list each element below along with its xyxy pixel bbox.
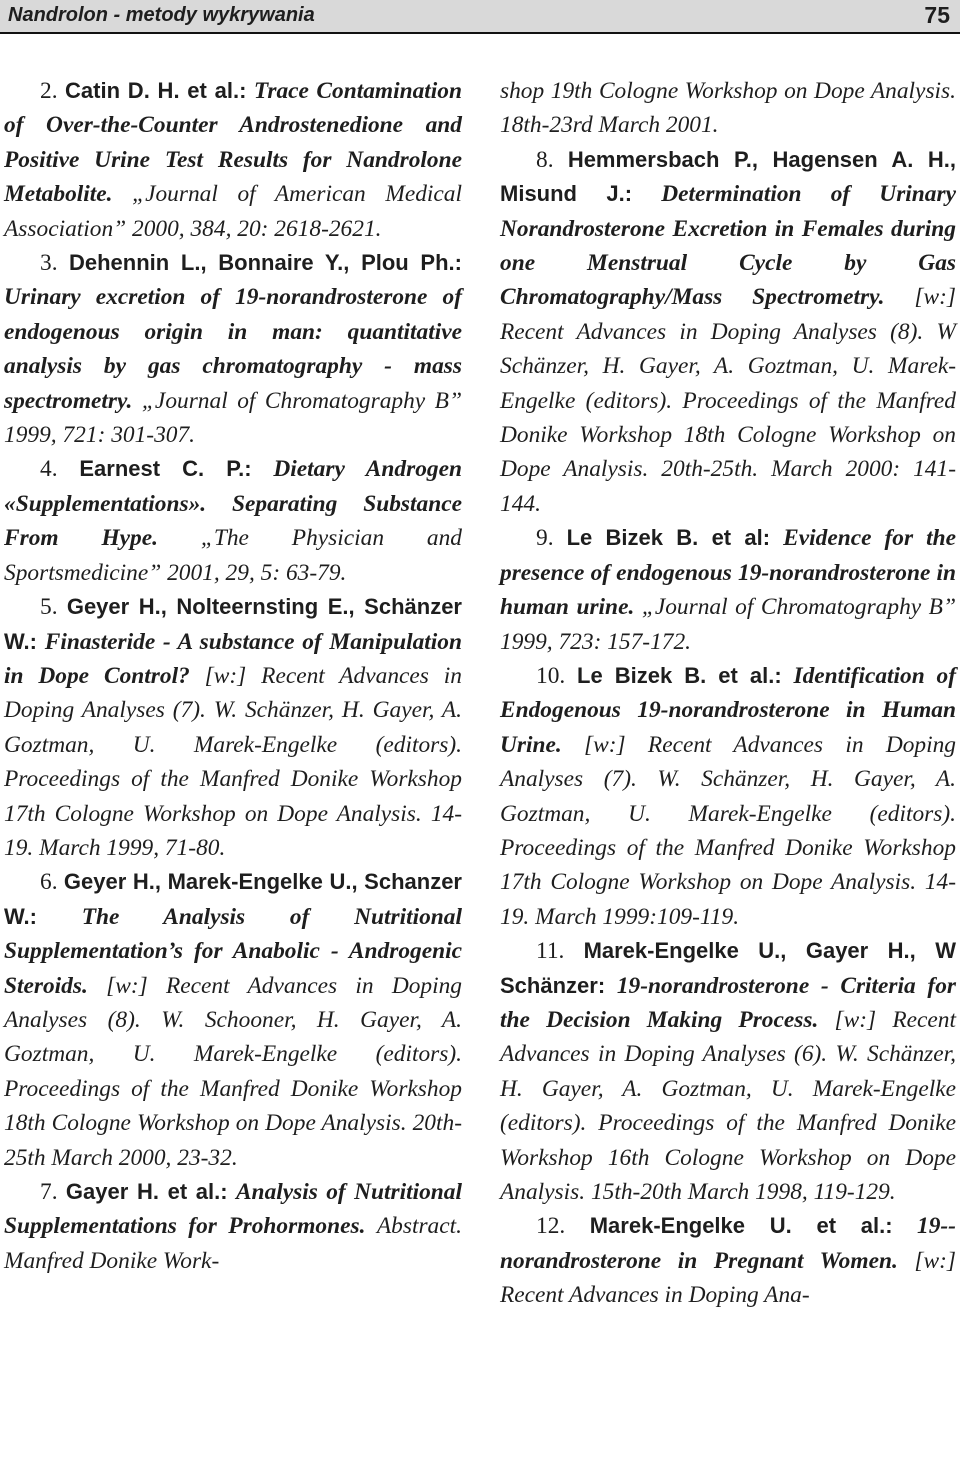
reference-title: The Analysis of Nutritional Supplementation’s for Anabolic - Androgenic Steroids.	[4, 903, 462, 999]
reference-authors: Marek-Engelke U., Gayer H., W Schänzer:	[500, 938, 956, 998]
reference-source: [w:] Recent Advances in Doping Analyses (7). W. Schänzer, H. Gayer, A. Goztman, U. Marek-Engelke (editors). Proceedings of the Manfred Donike Workshop 17th Cologne Workshop on Dope Analysis. 14-19. March 1999, 71-80.	[4, 662, 462, 861]
reference-item	[4, 590, 462, 865]
reference-source: [w:] Recent Advances in Doping Analyses (6). W. Schänzer, H. Gayer, A. Goztman, U. Marek-Engelke (editors). Proceedings of the Manfred Donike Workshop 16th Cologne Workshop on Dope Analysis. 15th-20th March 1998, 119-129.	[500, 1006, 956, 1205]
page-number: 75	[924, 2, 950, 28]
reference-title: Analysis of Nutritional Supplementations for Prohormones.	[4, 1179, 462, 1240]
right-column	[500, 74, 956, 1313]
reference-title: Evidence for the presence of endogenous 19-norandrosterone in human urine.	[500, 525, 956, 621]
reference-number: 5.	[40, 594, 58, 621]
reference-item	[500, 143, 956, 521]
reference-title: Urinary excretion of 19-norandrosterone of endogenous origin in man: quantitative analysis by gas chromatography - mass spectrometry.	[4, 284, 462, 414]
reference-source: „Journal of Chromatography B” 1999, 723: 157-172.	[500, 594, 956, 655]
reference-title: Determination of Urinary Norandrosterone Excretion in Females during one Menstrual Cycle by Gas Chromatography/Mass Spectrometry.	[500, 181, 956, 311]
reference-item	[500, 659, 956, 934]
reference-number: 7.	[40, 1179, 58, 1205]
reference-authors: Earnest C. P.:	[79, 456, 252, 482]
reference-title: Identification of Endogenous 19-norandrosterone in Human Urine.	[500, 662, 956, 758]
reference-authors: Geyer H., Marek-Engelke U., Schanzer W.:	[4, 869, 462, 929]
reference-continuation	[500, 74, 956, 143]
reference-authors: Geyer H., Nolteernsting E., Schänzer W.:	[4, 594, 462, 654]
reference-authors: Le Bizek B. et al.:	[577, 662, 782, 688]
reference-number: 2.	[40, 78, 58, 104]
reference-authors: Catin D. H. et al.:	[65, 78, 247, 103]
reference-number: 10.	[536, 662, 566, 689]
reference-number: 4.	[40, 456, 58, 483]
reference-source: Abstract. Manfred Donike Work-	[4, 1213, 462, 1274]
reference-source: [w:] Recent Advances in Doping Ana-	[500, 1247, 956, 1309]
reference-authors: Gayer H. et al.:	[65, 1179, 228, 1204]
running-header	[0, 0, 960, 34]
reference-authors: Le Bizek B. et al:	[566, 525, 771, 551]
reference-item	[500, 934, 956, 1209]
reference-item	[4, 74, 462, 246]
reference-source: „The Physician and Sportsmedicine” 2001, 29, 5: 63-79.	[4, 525, 462, 586]
left-column	[4, 74, 462, 1278]
reference-authors: Dehennin L., Bonnaire Y., Plou Ph.:	[68, 250, 462, 276]
reference-source: [w:] Recent Advances in Doping Analyses (7). W. Schänzer, H. Gayer, A. Goztman, U. Marek-Engelke (editors). Proceedings of the Manfred Donike Workshop 17th Cologne Workshop on Dope Analysis. 14-19. March 1999:109-119.	[500, 731, 956, 930]
reference-authors: Marek-Engelke U. et al.:	[589, 1213, 893, 1239]
reference-source: „Journal of Chromatography B” 1999, 721: 301-307.	[4, 387, 462, 449]
reference-title: 19-norandrosterone - Criteria for the Decision Making Process.	[500, 972, 956, 1033]
reference-number: 12.	[536, 1213, 566, 1240]
reference-title: Finasteride - A substance of Manipulation in Dope Control?	[4, 628, 462, 689]
reference-item	[4, 1175, 462, 1278]
reference-item	[4, 246, 462, 452]
reference-number: 6.	[40, 869, 58, 896]
reference-title: 19--norandrosterone in Pregnant Women.	[500, 1213, 956, 1274]
reference-item	[4, 452, 462, 590]
reference-item	[500, 521, 956, 659]
reference-source: [w:] Recent Advances in Doping Analyses (8). W. Schooner, H. Gayer, A. Goztman, U. Marek-Engelke (editors). Proceedings of the Manfred Donike Workshop 18th Cologne Workshop on Dope Analysis. 20th-25th March 2000, 23-32.	[4, 972, 462, 1171]
reference-number: 8.	[536, 146, 554, 173]
reference-source: „Journal of American Medical Association” 2000, 384, 20: 2618-2621.	[4, 181, 462, 242]
running-title: Nandrolon - metody wykrywania	[8, 4, 315, 26]
reference-item	[4, 865, 462, 1175]
reference-number: 3.	[40, 250, 58, 277]
reference-number: 9.	[536, 525, 554, 552]
reference-number: 11.	[536, 938, 565, 965]
reference-source: [w:] Recent Advances in Doping Analyses (8). W Schänzer, H. Gayer, A. Goztman, U. Marek-Engelke (editors). Proceedings of the Manfred Donike Workshop 18th Cologne Workshop on Dope Analysis. 20th-25th. March 2000: 141-144.	[500, 284, 956, 517]
reference-item	[500, 1209, 956, 1312]
reference-title: Dietary Androgen «Supplementations». Separating Substance From Hype.	[4, 456, 462, 552]
reference-authors: Hemmersbach P., Hagensen A. H., Misund J.:	[500, 146, 957, 207]
reference-source: shop 19th Cologne Workshop on Dope Analysis. 18th-23rd March 2001.	[500, 78, 956, 139]
reference-title: Trace Contamination of Over-the-Counter Androstenedione and Positive Urine Test Results for Nandrolone Metabolite.	[4, 78, 462, 208]
